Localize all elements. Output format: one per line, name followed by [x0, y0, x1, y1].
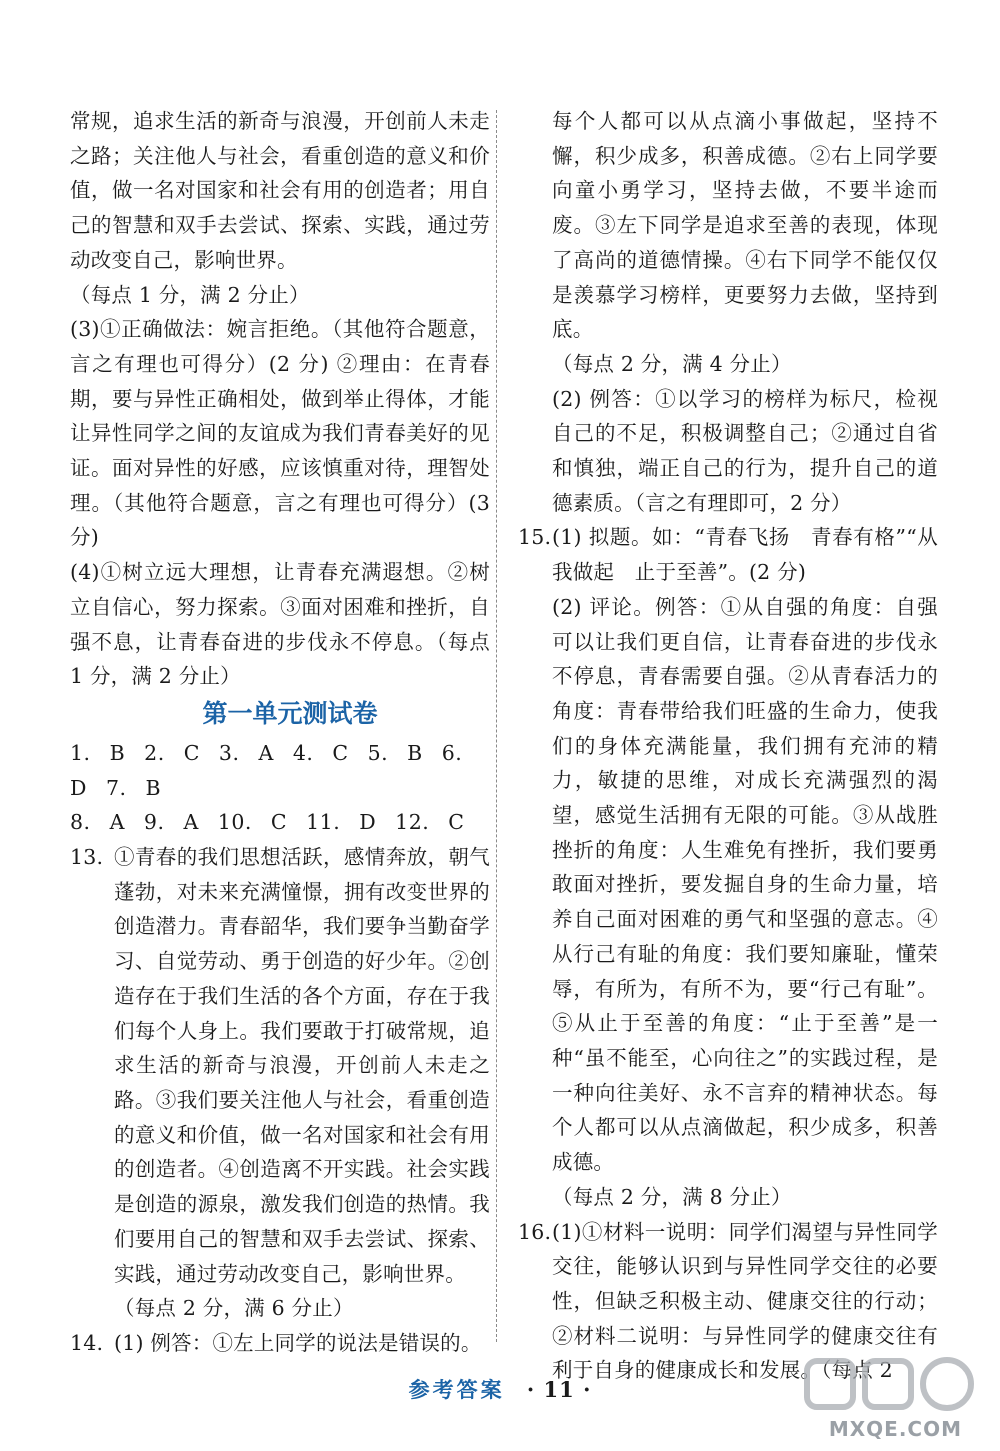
watermark-text: MXQE.COM [828, 1417, 962, 1441]
answer-text: (2) 评论。例答：①从自强的角度：自强可以让我们更自信，让青春奋进的步伐永不停息，青春需要自强。②从青春活力的角度：青春带给我们旺盛的生命力，使我们的身体充满能量，我们拥有充沛的精力，敏捷的思维，对成长充满强烈的渴望，感觉生活拥有无限的可能。③从战胜挫折的角度：人生难免有挫折，我们要勇敢面对挫折，要发掘自身的生命力量，培养自己面对困难的勇气和坚强的意志。④从行己有耻的角度：我们要知廉耻，懂荣辱，有所为，有所不为，要“行己有耻”。⑤从止于至善的角度：“止于至善”是一种“虽不能至，心向往之”的实践过程，是一种向往美好、永不言弃的精神状态。每个人都可以从点滴做起，积少成多，积善成德。 [552, 594, 938, 1175]
paragraph: (4)①树立远大理想，让青春充满遐想。②树立自信心，努力探索。③面对困难和挫折，自强不息，让青春奋进的步伐永不停息。（每点 1 分，满 2 分止） [70, 560, 490, 689]
question-14 [70, 1326, 490, 1361]
paragraph: 常规，追求生活的新奇与浪漫，开创前人未走之路；关注他人与社会，看重创造的意义和价值，做一名对国家和社会有用的创造者；用自己的智慧和双手去尝试、探索、实践，通过劳动改变自己，影响世界。 [70, 109, 490, 272]
score-note: （每点 1 分，满 2 分止） [70, 282, 310, 307]
answer-text: (1) 拟题。如：“青春飞扬 青春有格”“从我做起 止于至善”。(2 分) [552, 525, 938, 585]
score-note: （每点 2 分，满 8 分止） [552, 1184, 792, 1209]
question-number: 15. [518, 525, 552, 550]
choice-answers-row: 8. A 9. A 10. C 11. D 12. C [70, 810, 465, 835]
answer-text: (1) 例答：①左上同学的说法是错误的。 [114, 1330, 482, 1355]
answer-text: ①青春的我们思想活跃，感情奔放，朝气蓬勃，对未来充满憧憬，拥有改变世界的创造潜力。青春韶华，我们要争当勤奋学习、自觉劳动、勇于创造的好少年。②创造存在于我们生活的各个方面，存在于我们每个人身上。我们要敢于打破常规，追求生活的新奇与浪漫，开创前人未走之路。③我们要关注他人与社会，看重创造的意义和价值，做一名对国家和社会有用的创造者。④创造离不开实践。社会实践是创造的源泉，激发我们创造的热情。我们要用自己的智慧和双手去尝试、探索、实践，通过劳动改变自己，影响世界。 [114, 845, 490, 1286]
right-column [518, 104, 938, 1388]
paragraph: (2) 例答：①以学习的榜样为标尺，检视自己的不足，积极调整自己；②通过自省和慎独，端正自己的行为，提升自己的道德素质。（言之有理即可，2 分） [552, 386, 938, 515]
section-title: 第一单元测试卷 [202, 698, 378, 728]
paragraph: 每个人都可以从点滴小事做起，坚持不懈，积少成多，积善成德。②右上同学要向童小勇学习，坚持去做，不要半途而废。③左下同学是追求至善的表现，体现了高尚的道德情操。④右下同学不能仅仅是羡慕学习榜样，更要努力去做，坚持到底。 [552, 109, 938, 342]
question-13 [70, 840, 490, 1326]
question-number: 16. [518, 1219, 552, 1244]
choice-answers-row: 1. B 2. C 3. A 4. C 5. B 6. D 7. B [70, 740, 463, 800]
score-note: （每点 2 分，满 6 分止） [114, 1296, 354, 1321]
score-note: （每点 2 分，满 4 分止） [552, 351, 792, 376]
column-divider [496, 110, 497, 1342]
left-column [70, 104, 490, 1361]
footer-label: 参考答案 [408, 1378, 505, 1402]
page-number: · 11 · [526, 1377, 592, 1402]
question-number: 14. [70, 1330, 104, 1355]
question-15 [518, 520, 938, 1214]
answer-text: (1)①材料一说明：同学们渴望与异性同学交往，能够认识到与异性同学交往的必要性，但缺乏积极主动、健康交往的行动；②材料二说明：与异性同学的健康交往有利于自身的健康成长和发展。（每点 2 [552, 1219, 938, 1383]
question-number: 13. [70, 845, 104, 870]
paragraph: (3)①正确做法：婉言拒绝。（其他符合题意，言之有理也可得分）(2 分) ②理由：在青春期，要与异性正确相处，做到举止得体，才能让异性同学之间的友谊成为我们青春美好的见证。面对异性的好感，应该慎重对待，理智处理。（其他符合题意，言之有理也可得分）(3 分) [70, 317, 490, 550]
